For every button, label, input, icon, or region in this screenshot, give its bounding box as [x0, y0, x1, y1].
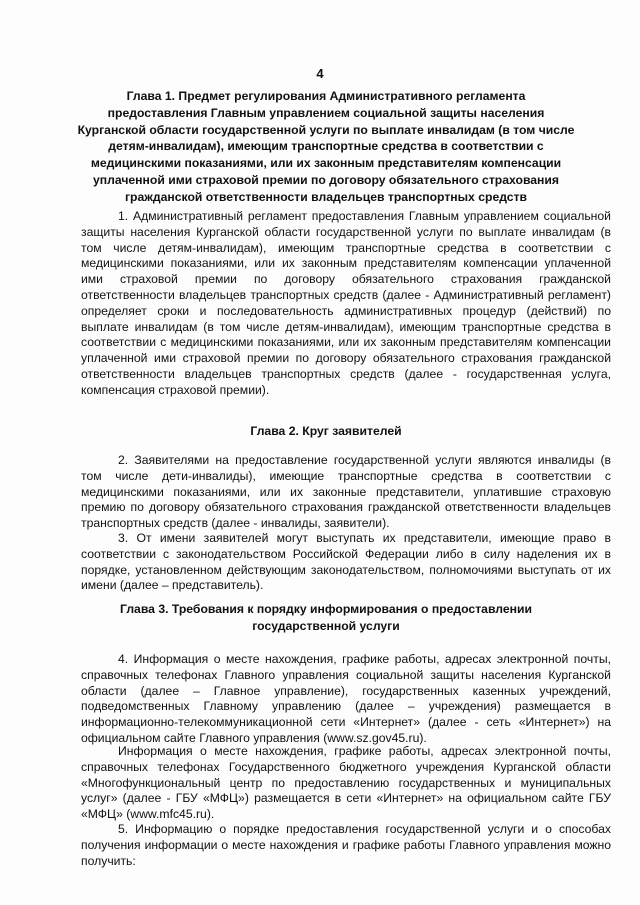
paragraph-3: 3. От имени заявителей могут выступать их представители, имеющие право в соответствии с законодательством Российской Федерации либо в силу наделения их в порядке, установленном действующим законодательством, полномочиями выступать от их имени (далее – представитель).: [81, 531, 611, 593]
chapter-1-heading: Глава 1. Предмет регулирования Административного регламента предоставления Главным управлением социальной защиты населения Курганской области государственной услуги по выплате инвалидам (в том числе детям-инвалидам), имеющим транспортные средства в соответствии с медицинскими показаниями, или их законным представителям компенсации уплаченной ими страховой премии по договору обязательного страхования гражданской ответственности владельцев транспортных средств: [77, 89, 575, 204]
paragraph-5: 5. Информацию о порядке предоставления государственной услуги и о способах получения информации о месте нахождения и графике работы Главного управления можно получить:: [81, 822, 611, 868]
paragraph-4: 4. Информация о месте нахождения, графике работы, адресах электронной почты, справочных телефонах Главного управления социальной защиты населения Курганской области (далее – Главное управление), государственных казенных учреждений, подведомственных Главному управлению (далее – учреждения) размещается в информационно-телекоммуникационной сети «Интернет» (далее - сеть «Интернет») на официальном сайте Главного управления (www.sz.gov45.ru).: [81, 652, 611, 745]
chapter-2-heading: Глава 2. Круг заявителей: [250, 424, 402, 438]
chapter-3-heading: Глава 3. Требования к порядку информирования о предоставлении государственной услуги: [120, 602, 532, 633]
page-number: 4: [316, 66, 324, 81]
paragraph-2: 2. Заявителями на предоставление государственной услуги являются инвалиды (в том числе дети-инвалиды), имеющие транспортные средства в соответствии с медицинскими показаниями, или их законные представители, уплатившие страховую премию по договору обязательного страхования гражданской ответственности владельцев транспортных средств (далее - инвалиды, заявители).: [81, 453, 611, 531]
paragraph-4-continued: Информация о месте нахождения, графике работы, адресах электронной почты, справочных телефонах Государственного бюджетного учреждения Курганской области «Многофункциональный центр по предоставлению государственных и муниципальных услуг» (далее - ГБУ «МФЦ») размещается в сети «Интернет» на официальном сайте ГБУ «МФЦ» (www.mfc45.ru).: [81, 744, 611, 822]
paragraph-1: 1. Административный регламент предоставления Главным управлением социальной защиты населения Курганской области государственной услуги по выплате инвалидам (в том числе детям-инвалидам), имеющим транспортные средства в соответствии с медицинскими показаниями, или их законным представителям компенсации уплаченной ими страховой премии по договору обязательного страхования гражданской ответственности владельцев транспортных средств (далее - Административный регламент) определяет сроки и последовательность административных процедур (действий) по выплате инвалидам (в том числе детям-инвалидам), имеющим транспортные средства в соответствии с медицинскими показаниями, или их законным представителям компенсации уплаченной ими страховой премии по договору обязательного страхования гражданской ответственности владельцев транспортных средств (далее - государственная услуга, компенсация страховой премии).: [81, 209, 611, 397]
